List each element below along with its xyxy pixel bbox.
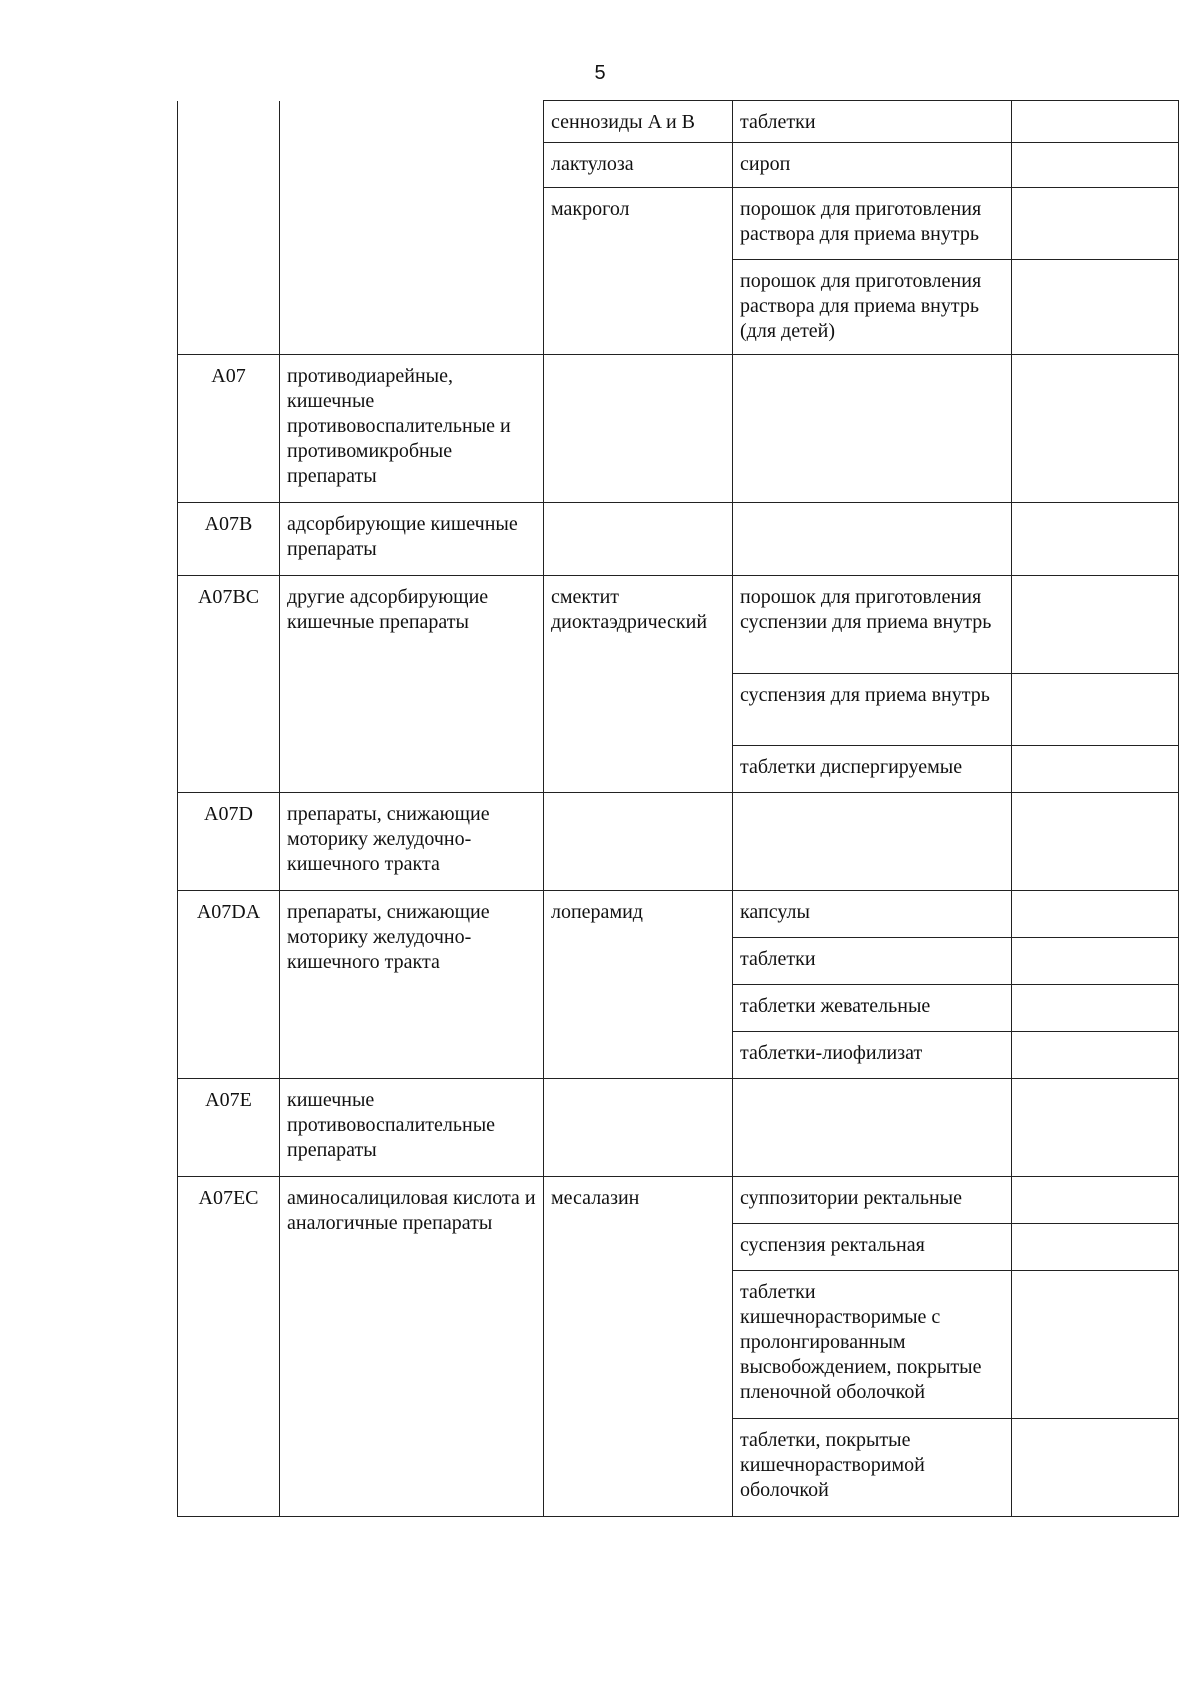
empty-cell bbox=[1012, 793, 1179, 891]
atc-group-cell: препараты, снижающие моторику желудочно-кишечного тракта bbox=[280, 793, 544, 891]
empty-cell bbox=[544, 503, 733, 576]
dosage-form-cell: капсулы bbox=[733, 891, 1012, 938]
empty-cell bbox=[1012, 891, 1179, 938]
table-row bbox=[178, 793, 1179, 891]
dosage-form-cell: таблетки кишечнорастворимые с пролонгированным высвобождением, покрытые пленочной оболочкой bbox=[733, 1271, 1012, 1419]
inn-cell: лактулоза bbox=[544, 143, 733, 188]
table-row bbox=[178, 1079, 1179, 1177]
empty-cell bbox=[1012, 1224, 1179, 1271]
drug-table bbox=[177, 100, 1179, 1517]
empty-cell bbox=[544, 793, 733, 891]
empty-cell bbox=[1012, 674, 1179, 746]
atc-group-cell: препараты, снижающие моторику желудочно-кишечного тракта bbox=[280, 891, 544, 1079]
empty-cell bbox=[1012, 143, 1179, 188]
empty-cell bbox=[1012, 503, 1179, 576]
empty-cell bbox=[1012, 1177, 1179, 1224]
empty-cell bbox=[733, 355, 1012, 503]
inn-cell: смектит диоктаэдрический bbox=[544, 576, 733, 793]
inn-cell: макрогол bbox=[544, 188, 733, 355]
empty-cell bbox=[733, 793, 1012, 891]
atc-code-cell: A07BC bbox=[178, 576, 280, 793]
dosage-form-cell: суспензия ректальная bbox=[733, 1224, 1012, 1271]
empty-cell bbox=[1012, 260, 1179, 355]
dosage-form-cell: порошок для приготовления раствора для приема внутрь (для детей) bbox=[733, 260, 1012, 355]
inn-cell: месалазин bbox=[544, 1177, 733, 1517]
empty-cell bbox=[1012, 355, 1179, 503]
empty-cell bbox=[1012, 576, 1179, 674]
empty-cell bbox=[733, 503, 1012, 576]
atc-group-cell: аминосалициловая кислота и аналогичные препараты bbox=[280, 1177, 544, 1517]
dosage-form-cell: таблетки жевательные bbox=[733, 985, 1012, 1032]
atc-code-cell: A07DA bbox=[178, 891, 280, 1079]
atc-code-cell bbox=[178, 101, 280, 355]
empty-cell bbox=[1012, 1271, 1179, 1419]
empty-cell bbox=[544, 355, 733, 503]
empty-cell bbox=[1012, 985, 1179, 1032]
table-row bbox=[178, 355, 1179, 503]
atc-group-cell bbox=[280, 101, 544, 355]
inn-cell: сеннозиды A и B bbox=[544, 101, 733, 143]
empty-cell bbox=[544, 1079, 733, 1177]
empty-cell bbox=[1012, 1032, 1179, 1079]
table-row bbox=[178, 503, 1179, 576]
inn-cell: лоперамид bbox=[544, 891, 733, 1079]
table-row bbox=[178, 576, 1179, 674]
atc-code-cell: A07D bbox=[178, 793, 280, 891]
empty-cell bbox=[1012, 746, 1179, 793]
empty-cell bbox=[1012, 101, 1179, 143]
dosage-form-cell: таблетки bbox=[733, 101, 1012, 143]
dosage-form-cell: таблетки диспергируемые bbox=[733, 746, 1012, 793]
dosage-form-cell: порошок для приготовления суспензии для приема внутрь bbox=[733, 576, 1012, 674]
atc-group-cell: адсорбирующие кишечные препараты bbox=[280, 503, 544, 576]
atc-code-cell: A07 bbox=[178, 355, 280, 503]
empty-cell bbox=[1012, 1079, 1179, 1177]
dosage-form-cell: суспензия для приема внутрь bbox=[733, 674, 1012, 746]
atc-group-cell: кишечные противовоспалительные препараты bbox=[280, 1079, 544, 1177]
atc-code-cell: A07E bbox=[178, 1079, 280, 1177]
empty-cell bbox=[1012, 1419, 1179, 1517]
atc-code-cell: A07B bbox=[178, 503, 280, 576]
empty-cell bbox=[1012, 938, 1179, 985]
dosage-form-cell: таблетки bbox=[733, 938, 1012, 985]
dosage-form-cell: таблетки-лиофилизат bbox=[733, 1032, 1012, 1079]
page-number: 5 bbox=[594, 62, 606, 84]
atc-code-cell: A07EC bbox=[178, 1177, 280, 1517]
dosage-form-cell: таблетки, покрытые кишечнорастворимой оболочкой bbox=[733, 1419, 1012, 1517]
table-row bbox=[178, 101, 1179, 143]
empty-cell bbox=[733, 1079, 1012, 1177]
empty-cell bbox=[1012, 188, 1179, 260]
dosage-form-cell: сироп bbox=[733, 143, 1012, 188]
atc-group-cell: другие адсорбирующие кишечные препараты bbox=[280, 576, 544, 793]
table-row bbox=[178, 891, 1179, 938]
dosage-form-cell: суппозитории ректальные bbox=[733, 1177, 1012, 1224]
dosage-form-cell: порошок для приготовления раствора для приема внутрь bbox=[733, 188, 1012, 260]
table-row bbox=[178, 1177, 1179, 1224]
atc-group-cell: противодиарейные, кишечные противовоспалительные и противомикробные препараты bbox=[280, 355, 544, 503]
